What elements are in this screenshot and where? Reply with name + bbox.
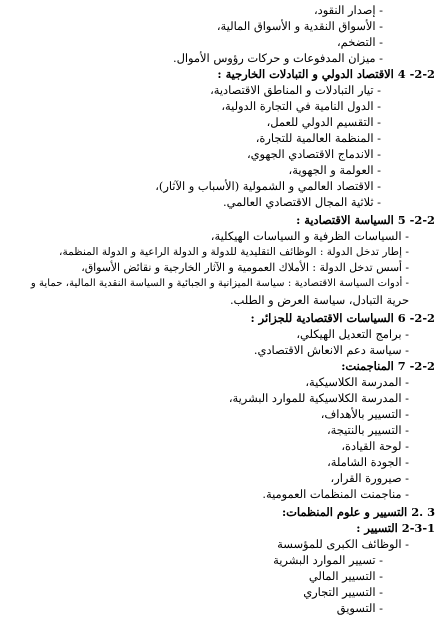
section-heading: 2-3-1 التسيير : <box>356 521 435 535</box>
list-item: - الجودة الشاملة، <box>327 455 409 469</box>
section-heading: 2-2- 7 المناجمنت: <box>341 359 435 373</box>
section-heading: 2-2- 6 السياسات الاقتصادية للجزائر : <box>250 311 435 325</box>
list-item: - أدوات السياسة الاقتصادية : سياسة الميزانية و الجبائية و السياسة النقدية المالية، حماية و <box>30 278 409 289</box>
list-item: - التضخم، <box>336 35 383 49</box>
list-item: - التسيير بالنتيجة، <box>326 423 409 437</box>
list-item: - التقسيم الدولي للعمل، <box>266 115 381 129</box>
list-item: - المنظمة العالمية للتجارة، <box>255 131 381 145</box>
list-item: - التسيير بالأهداف، <box>320 407 409 421</box>
list-item: - العولمة و الجهوية، <box>288 163 381 177</box>
section-heading: 2-2- 5 السياسة الاقتصادية : <box>296 213 435 227</box>
section-heading: 2-2- 4 الاقتصاد الدولي و التبادلات الخارجية : <box>217 67 435 81</box>
list-item: - مناجمنت المنظمات العمومية. <box>262 487 409 501</box>
section-heading: 3 .2 التسيير و علوم المنظمات: <box>281 505 435 519</box>
list-item: - برامج التعديل الهيكلي، <box>296 327 409 341</box>
list-item: - الأسواق النقدية و الأسواق المالية، <box>216 19 383 33</box>
list-item: - التسويق <box>336 601 383 615</box>
list-item: - تيار التبادلات و المناطق الاقتصادية، <box>210 83 381 97</box>
list-item: - المدرسة الكلاسيكية للموارد البشرية، <box>228 391 409 405</box>
list-item: - المدرسة الكلاسيكية، <box>305 375 409 389</box>
list-item-continuation: حرية التبادل، سياسة العرض و الطلب. <box>229 293 409 307</box>
list-item: - السياسات الظرفية و السياسات الهيكلية، <box>210 229 409 243</box>
list-item: - الاقتصاد العالمي و الشمولية (الأسباب و الآثار)، <box>155 179 381 193</box>
list-item: - الدول النامية في التجارة الدولية، <box>221 99 381 113</box>
list-item: - إصدار النقود، <box>313 3 383 17</box>
list-item: - الوظائف الكبرى للمؤسسة <box>277 537 409 551</box>
list-item: - سياسة دعم الانعاش الاقتصادي. <box>253 343 409 357</box>
list-item: - التسيير التجاري <box>303 585 383 599</box>
list-item: - أسس تدخل الدولة : الأملاك العمومية و الآثار الخارجية و نقائض الأسواق، <box>81 261 409 274</box>
list-item: - الاندماج الاقتصادي الجهوي، <box>246 147 381 161</box>
list-item: - إطار تدخل الدولة : الوظائف التقليدية للدولة و الدولة الراعية و الدولة المنظمة، <box>59 246 409 258</box>
list-item: - لوحة القيادة، <box>341 439 409 453</box>
list-item: - تسيير الموارد البشرية <box>273 553 383 567</box>
list-item: - صيرورة القرار، <box>330 471 409 485</box>
list-item: - ميزان المدفوعات و حركات رؤوس الأموال. <box>172 51 383 65</box>
list-item: - التسيير المالي <box>308 569 383 583</box>
list-item: - ثلاثية المجال الاقتصادي العالمي. <box>223 195 381 209</box>
